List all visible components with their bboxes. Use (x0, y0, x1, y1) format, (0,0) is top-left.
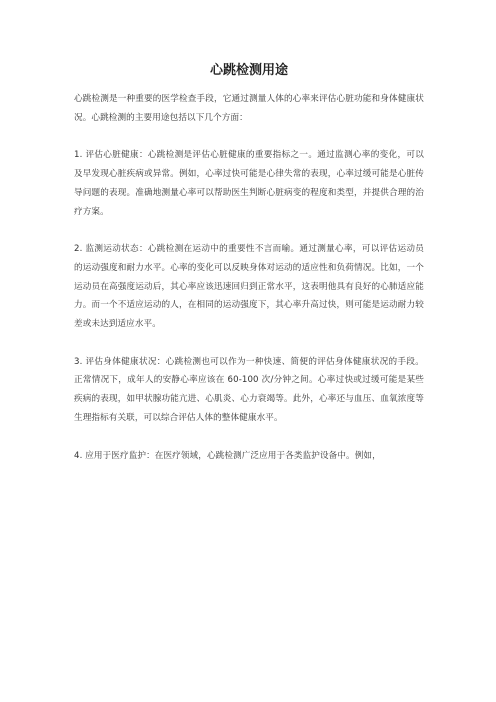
paragraph-body-health: 3. 评估身体健康状况：心跳检测也可以作为一种快速、简便的评估身体健康状况的手段。正常情况下，成年人的安静心率应该在 60-100 次/分钟之间。心率过快或过缓可能是某些疾病的表现，如甲状腺功能亢进、心肌炎、心力衰竭等。此外，心率还与血压、血氧浓度等生理指标有关联，可以综合评估人体的整体健康水平。 (74, 356, 424, 423)
document-page (74, 62, 424, 484)
paragraph-exercise-monitoring: 2. 监测运动状态：心跳检测在运动中的重要性不言而喻。通过测量心率，可以评估运动员的运动强度和耐力水平。心率的变化可以反映身体对运动的适应性和负荷情况。比如，一个运动员在高强度运动后，其心率应该迅速回归到正常水平，这表明他具有良好的心肺适应能力。而一个不适应运动的人，在相同的运动强度下，其心率升高过快，则可能是运动耐力较差或未达到适应水平。 (74, 244, 424, 330)
paragraph-medical-monitoring: 4. 应用于医疗监护：在医疗领域，心跳检测广泛应用于各类监护设备中。例如， (74, 450, 381, 461)
intro-paragraph: 心跳检测是一种重要的医学检查手段，它通过测量人体的心率来评估心脏功能和身体健康状况。心跳检测的主要用途包括以下几个方面： (74, 94, 424, 123)
paragraph-heart-health: 1. 评估心脏健康：心跳检测是评估心脏健康的重要指标之一。通过监测心率的变化，可以及早发现心脏疾病或异常。例如，心率过快可能是心律失常的表现，心率过缓可能是心脏传导问题的表现。准确地测量心率可以帮助医生判断心脏病变的程度和类型，并提供合理的治疗方案。 (74, 150, 424, 217)
document-title: 心跳检测用途 (209, 63, 288, 78)
